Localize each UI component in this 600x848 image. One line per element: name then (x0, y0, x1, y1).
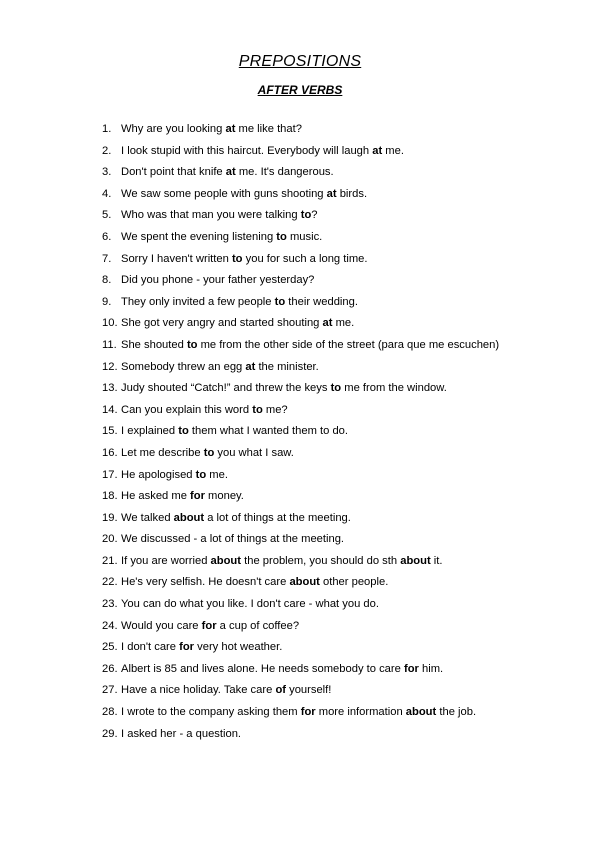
sentence-item (102, 270, 522, 292)
sentence-number: 12. (102, 360, 118, 373)
sentence-fragment: I don't care (121, 641, 180, 654)
sentence-fragment: it. (430, 554, 443, 567)
sentence-fragment: them what I wanted them to do. (188, 425, 348, 438)
sentence-text (121, 166, 334, 178)
sentence-number: 1. (102, 123, 112, 135)
preposition: to (178, 425, 189, 438)
sentence-fragment: We saw some people with guns shooting (121, 187, 327, 200)
sentence-text (121, 598, 379, 610)
sentence-fragment: more information (315, 706, 406, 719)
sentence-item (102, 443, 522, 465)
sentence-number: 20. (102, 533, 118, 546)
sentence-number: 22. (102, 576, 118, 589)
sentence-fragment: you what I saw. (214, 446, 294, 459)
sentence-text (121, 253, 368, 265)
preposition: at (245, 360, 256, 373)
sentence-text (121, 663, 443, 675)
sentence-fragment: me. (332, 317, 355, 330)
sentence-fragment: I asked her - a question. (121, 727, 242, 740)
preposition: for (201, 619, 217, 632)
sentence-item (102, 659, 522, 681)
sentence-fragment: I look stupid with this haircut. Everybody will laugh (121, 144, 373, 157)
preposition: at (326, 187, 337, 200)
preposition: about (289, 576, 320, 589)
preposition: for (300, 706, 316, 719)
sentence-number: 29. (102, 727, 118, 740)
sentence-fragment: their wedding. (285, 295, 358, 308)
sentence-fragment: She shouted (121, 338, 187, 351)
sentence-fragment: Did you phone - your father yesterday? (121, 274, 315, 287)
sentence-fragment: me. (206, 468, 228, 481)
sentence-number: 9. (102, 295, 112, 308)
sentence-text (121, 728, 241, 740)
sentence-fragment: You can do what you like. I don't care - what you do. (121, 598, 379, 611)
sentence-text (121, 469, 228, 481)
sentence-text (121, 317, 354, 329)
sentence-fragment: Judy shouted “Catch!” and threw the keys (121, 382, 331, 395)
sentence-text (121, 512, 351, 524)
preposition: of (275, 684, 286, 697)
sentence-item (102, 529, 522, 551)
sentence-number: 19. (102, 511, 118, 524)
sentence-fragment: We talked (121, 511, 174, 524)
sentence-number: 14. (102, 403, 118, 416)
page-subtitle: AFTER VERBS (257, 83, 343, 97)
sentence-fragment: Why are you looking (121, 123, 226, 135)
preposition: to (274, 295, 286, 308)
sentence-item (102, 508, 522, 530)
sentence-text (121, 425, 348, 437)
preposition: to (252, 403, 263, 416)
sentence-fragment: birds. (336, 187, 368, 200)
sentence-fragment: me from the other side of the street (para que me escuchen) (197, 338, 500, 351)
sentence-item (102, 465, 522, 487)
sentence-item (102, 378, 522, 400)
preposition: to (195, 468, 207, 481)
sentence-number: 21. (102, 554, 118, 567)
sentence-fragment: I wrote to the company asking them (121, 706, 301, 719)
sentence-text (121, 684, 331, 696)
preposition: to (300, 209, 312, 222)
preposition: to (231, 252, 243, 265)
sentence-number: 2. (102, 144, 112, 157)
sentence-number: 25. (102, 641, 118, 654)
sentence-text (121, 620, 299, 632)
sentence-fragment: We discussed - a lot of things at the meeting. (121, 533, 345, 546)
preposition: to (203, 446, 215, 459)
sentence-number: 5. (102, 209, 112, 222)
sentence-item (102, 400, 522, 422)
preposition: to (186, 338, 198, 351)
sentence-fragment: money. (204, 490, 244, 503)
sentence-fragment: He asked me (121, 490, 191, 503)
sentence-item (102, 486, 522, 508)
sentence-fragment: me from the window. (341, 382, 447, 395)
sentence-number: 27. (102, 684, 118, 697)
sentence-number: 24. (102, 619, 118, 632)
sentence-number: 13. (102, 382, 118, 395)
preposition: about (405, 706, 437, 719)
sentence-fragment: She got very angry and started shouting (121, 317, 323, 330)
sentence-number: 8. (102, 274, 112, 287)
preposition: about (400, 554, 431, 567)
sentence-text (121, 339, 499, 351)
sentence-item (102, 357, 522, 379)
sentence-number: 4. (102, 187, 112, 200)
sentence-fragment: Can you explain this word (121, 403, 253, 416)
sentence-text (121, 447, 294, 459)
sentence-text (121, 145, 404, 157)
sentence-item (102, 227, 522, 249)
sentence-text (121, 555, 442, 567)
sentence-item (102, 119, 522, 141)
sentence-fragment: music. (286, 230, 323, 243)
sentence-fragment: other people. (319, 576, 389, 589)
sentence-fragment: Have a nice holiday. Take care (121, 684, 276, 697)
sentence-number: 11. (102, 338, 117, 351)
preposition: about (210, 554, 241, 567)
sentence-item (102, 572, 522, 594)
sentence-item (102, 335, 522, 357)
sentence-fragment: Who was that man you were talking (121, 209, 301, 222)
sentence-number: 17. (102, 468, 118, 481)
preposition: to (276, 230, 287, 243)
sentence-item (102, 702, 522, 724)
sentence-text (121, 641, 282, 653)
page-title: PREPOSITIONS (238, 53, 362, 70)
sentence-fragment: If you are worried (121, 554, 211, 567)
sentence-text (121, 123, 302, 135)
sentence-fragment: me. It's dangerous. (235, 166, 334, 179)
sentence-number: 3. (102, 166, 112, 179)
preposition: for (179, 641, 195, 654)
sentence-item (102, 162, 522, 184)
sentence-fragment: the problem, you should do sth (241, 554, 401, 567)
sentence-item (102, 313, 522, 335)
sentence-item (102, 421, 522, 443)
sentence-fragment: you for such a long time. (242, 252, 368, 265)
sentence-text (121, 209, 318, 221)
sentence-text (121, 404, 288, 416)
sentence-item (102, 184, 522, 206)
sentence-number: 16. (102, 446, 118, 459)
sentence-fragment: Don't point that knife (121, 166, 226, 179)
sentence-text (121, 188, 367, 200)
sentence-text (121, 382, 447, 394)
sentence-fragment: Somebody threw an egg (121, 360, 246, 373)
preposition: at (225, 166, 236, 179)
sentence-text (121, 296, 358, 308)
sentence-text (121, 533, 344, 545)
sentence-fragment: me? (262, 403, 288, 416)
sentence-item (102, 551, 522, 573)
sentence-number: 15. (102, 425, 118, 438)
sentence-fragment: Sorry I haven't written (121, 252, 232, 265)
sentence-number: 6. (102, 230, 112, 243)
sentence-number: 10. (102, 317, 118, 330)
sentence-item (102, 680, 522, 702)
sentence-fragment: Albert is 85 and lives alone. He needs somebody to care (121, 662, 404, 675)
preposition: for (403, 662, 419, 675)
sentence-item (102, 616, 522, 638)
sentence-number: 18. (102, 490, 118, 503)
sentence-item (102, 637, 522, 659)
preposition: at (322, 317, 333, 330)
sentence-fragment: very hot weather. (194, 641, 283, 654)
sentence-text (121, 576, 388, 588)
sentence-number: 23. (102, 598, 118, 611)
sentence-fragment: a cup of coffee? (216, 619, 300, 632)
sentence-fragment: He apologised (121, 468, 196, 481)
preposition: at (372, 144, 383, 157)
sentence-fragment: the minister. (255, 360, 319, 373)
sentence-item (102, 141, 522, 163)
sentence-fragment: He's very selfish. He doesn't care (121, 576, 290, 589)
sentence-item (102, 292, 522, 314)
sentence-fragment: Let me describe (121, 446, 204, 459)
sentence-number: 7. (102, 252, 112, 265)
sentence-number: 28. (102, 706, 118, 719)
sentence-item (102, 205, 522, 227)
sentence-fragment: yourself! (286, 684, 332, 697)
sentence-item (102, 594, 522, 616)
sentence-fragment: Would you care (121, 619, 202, 632)
sentence-text (121, 706, 476, 718)
preposition: for (190, 490, 205, 503)
sentence-fragment: the job. (436, 706, 477, 719)
sentence-fragment: him. (418, 662, 444, 675)
sentence-item (102, 724, 522, 746)
sentence-number: 26. (102, 662, 118, 675)
preposition: about (173, 511, 205, 524)
sentence-fragment: ? (311, 209, 318, 222)
preposition: at (225, 123, 236, 135)
sentence-fragment: We spent the evening listening (121, 230, 277, 243)
sentence-text (121, 490, 244, 502)
sentence-fragment: me. (382, 144, 404, 157)
sentence-text (121, 274, 314, 286)
sentence-text (121, 361, 319, 373)
sentence-item (102, 249, 522, 271)
sentence-fragment: a lot of things at the meeting. (204, 511, 351, 524)
sentence-list (102, 119, 522, 745)
preposition: to (330, 382, 342, 395)
sentence-fragment: They only invited a few people (121, 295, 275, 308)
sentence-fragment: I explained (121, 425, 179, 438)
sentence-fragment: me like that? (235, 123, 302, 135)
sentence-text (121, 231, 322, 243)
